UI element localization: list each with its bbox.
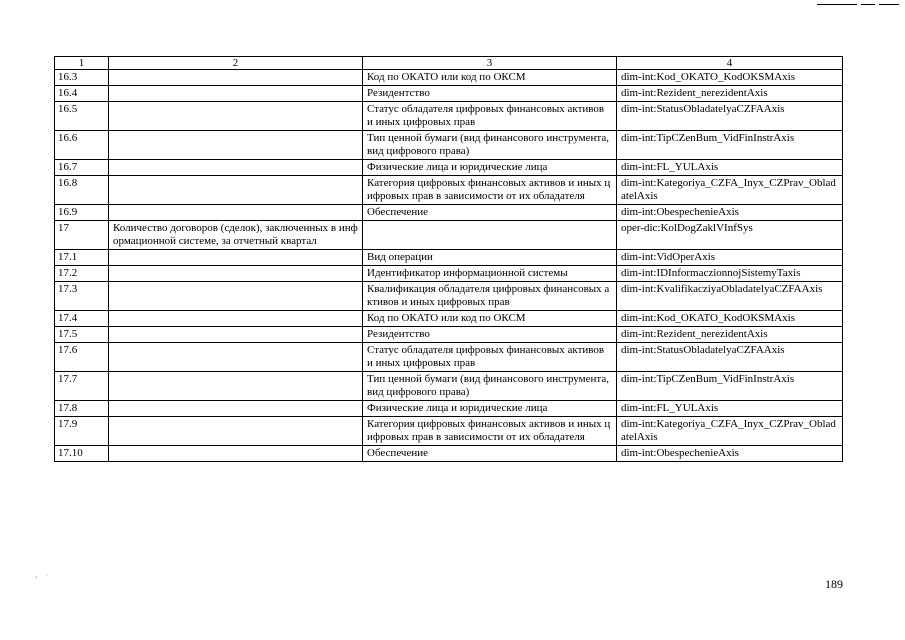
row-dimension-cell: Тип ценной бумаги (вид финансового инструмента, вид цифрового права)	[363, 372, 617, 401]
table-row	[55, 311, 843, 327]
table-row	[55, 160, 843, 176]
row-dimension-cell: Статус обладателя цифровых финансовых активов и иных цифровых прав	[363, 102, 617, 131]
row-code-cell: 16.8	[55, 176, 109, 205]
row-element-cell: dim-int:FL_YULAxis	[617, 160, 843, 176]
row-element-cell: dim-int:IDInformaczionnojSistemyTaxis	[617, 266, 843, 282]
row-indicator-cell	[109, 160, 363, 176]
table-row	[55, 176, 843, 205]
row-code-cell: 17.2	[55, 266, 109, 282]
row-code-cell: 17.9	[55, 417, 109, 446]
row-element-cell: dim-int:TipCZenBum_VidFinInstrAxis	[617, 372, 843, 401]
row-element-cell: dim-int:TipCZenBum_VidFinInstrAxis	[617, 131, 843, 160]
table-row	[55, 327, 843, 343]
header-rule	[861, 4, 875, 5]
table-row	[55, 221, 843, 250]
row-dimension-cell: Категория цифровых финансовых активов и иных цифровых прав в зависимости от их обладателя	[363, 417, 617, 446]
table-row	[55, 205, 843, 221]
row-dimension-cell: Статус обладателя цифровых финансовых активов и иных цифровых прав	[363, 343, 617, 372]
row-code-cell: 16.6	[55, 131, 109, 160]
row-indicator-cell	[109, 311, 363, 327]
row-element-cell: dim-int:StatusObladatelyaCZFAAxis	[617, 102, 843, 131]
row-code-cell: 17.3	[55, 282, 109, 311]
row-code-cell: 16.4	[55, 86, 109, 102]
row-code-cell: 17.1	[55, 250, 109, 266]
table-row	[55, 372, 843, 401]
row-element-cell: dim-int:ObespechenieAxis	[617, 446, 843, 462]
row-indicator-cell	[109, 282, 363, 311]
row-indicator-cell	[109, 86, 363, 102]
row-indicator-cell	[109, 250, 363, 266]
table-header	[55, 57, 843, 70]
header-row	[55, 57, 843, 70]
row-dimension-cell: Резидентство	[363, 86, 617, 102]
row-dimension-cell: Физические лица и юридические лица	[363, 401, 617, 417]
row-dimension-cell: Вид операции	[363, 250, 617, 266]
header-rule	[879, 4, 899, 5]
row-code-cell: 17.6	[55, 343, 109, 372]
row-element-cell: dim-int:Rezident_nerezidentAxis	[617, 86, 843, 102]
table-row	[55, 250, 843, 266]
header-rule-marks	[817, 4, 899, 5]
scan-specks: ‧ ˙	[35, 573, 52, 582]
header-rule	[817, 4, 857, 5]
page-number: 189	[825, 577, 843, 591]
row-indicator-cell	[109, 446, 363, 462]
row-dimension-cell: Резидентство	[363, 327, 617, 343]
row-indicator-cell	[109, 70, 363, 86]
row-dimension-cell: Идентификатор информационной системы	[363, 266, 617, 282]
table-body	[55, 70, 843, 462]
row-element-cell: dim-int:Kategoriya_CZFA_Inyx_CZPrav_ObladatelAxis	[617, 417, 843, 446]
column-header-4: 4	[617, 57, 843, 70]
column-header-3: 3	[363, 57, 617, 70]
row-element-cell: dim-int:Kategoriya_CZFA_Inyx_CZPrav_ObladatelAxis	[617, 176, 843, 205]
table-row	[55, 446, 843, 462]
row-indicator-cell	[109, 417, 363, 446]
row-dimension-cell: Код по ОКАТО или код по ОКСМ	[363, 70, 617, 86]
row-indicator-cell: Количество договоров (сделок), заключенных в информационной системе, за отчетный квартал	[109, 221, 363, 250]
row-element-cell: dim-int:Rezident_nerezidentAxis	[617, 327, 843, 343]
row-indicator-cell	[109, 205, 363, 221]
row-indicator-cell	[109, 266, 363, 282]
row-code-cell: 17.5	[55, 327, 109, 343]
column-header-2: 2	[109, 57, 363, 70]
row-dimension-cell: Код по ОКАТО или код по ОКСМ	[363, 311, 617, 327]
row-indicator-cell	[109, 131, 363, 160]
row-element-cell: dim-int:Kod_OKATO_KodOKSMAxis	[617, 311, 843, 327]
row-indicator-cell	[109, 372, 363, 401]
table-row	[55, 282, 843, 311]
row-dimension-cell: Категория цифровых финансовых активов и иных цифровых прав в зависимости от их обладателя	[363, 176, 617, 205]
row-code-cell: 17.10	[55, 446, 109, 462]
row-code-cell: 17.8	[55, 401, 109, 417]
column-header-1: 1	[55, 57, 109, 70]
row-dimension-cell: Квалификация обладателя цифровых финансовых активов и иных цифровых прав	[363, 282, 617, 311]
row-element-cell: dim-int:StatusObladatelyaCZFAAxis	[617, 343, 843, 372]
row-dimension-cell: Обеспечение	[363, 446, 617, 462]
row-dimension-cell: Физические лица и юридические лица	[363, 160, 617, 176]
row-element-cell: dim-int:Kod_OKATO_KodOKSMAxis	[617, 70, 843, 86]
row-element-cell: dim-int:ObespechenieAxis	[617, 205, 843, 221]
row-indicator-cell	[109, 327, 363, 343]
table-row	[55, 401, 843, 417]
table-row	[55, 417, 843, 446]
row-dimension-cell	[363, 221, 617, 250]
row-element-cell: dim-int:VidOperAxis	[617, 250, 843, 266]
table-row	[55, 86, 843, 102]
row-indicator-cell	[109, 102, 363, 131]
row-element-cell: dim-int:FL_YULAxis	[617, 401, 843, 417]
row-element-cell: oper-dic:KolDogZaklVInfSys	[617, 221, 843, 250]
table-row	[55, 131, 843, 160]
row-code-cell: 16.5	[55, 102, 109, 131]
row-code-cell: 16.9	[55, 205, 109, 221]
row-code-cell: 17.4	[55, 311, 109, 327]
row-indicator-cell	[109, 176, 363, 205]
row-code-cell: 17.7	[55, 372, 109, 401]
row-element-cell: dim-int:KvalifikacziyaObladatelyaCZFAAxis	[617, 282, 843, 311]
table-row	[55, 102, 843, 131]
row-dimension-cell: Обеспечение	[363, 205, 617, 221]
row-code-cell: 16.3	[55, 70, 109, 86]
row-code-cell: 16.7	[55, 160, 109, 176]
table-row	[55, 266, 843, 282]
row-dimension-cell: Тип ценной бумаги (вид финансового инструмента, вид цифрового права)	[363, 131, 617, 160]
row-indicator-cell	[109, 401, 363, 417]
row-code-cell: 17	[55, 221, 109, 250]
table-row	[55, 70, 843, 86]
row-indicator-cell	[109, 343, 363, 372]
taxonomy-table	[54, 56, 843, 462]
table-row	[55, 343, 843, 372]
